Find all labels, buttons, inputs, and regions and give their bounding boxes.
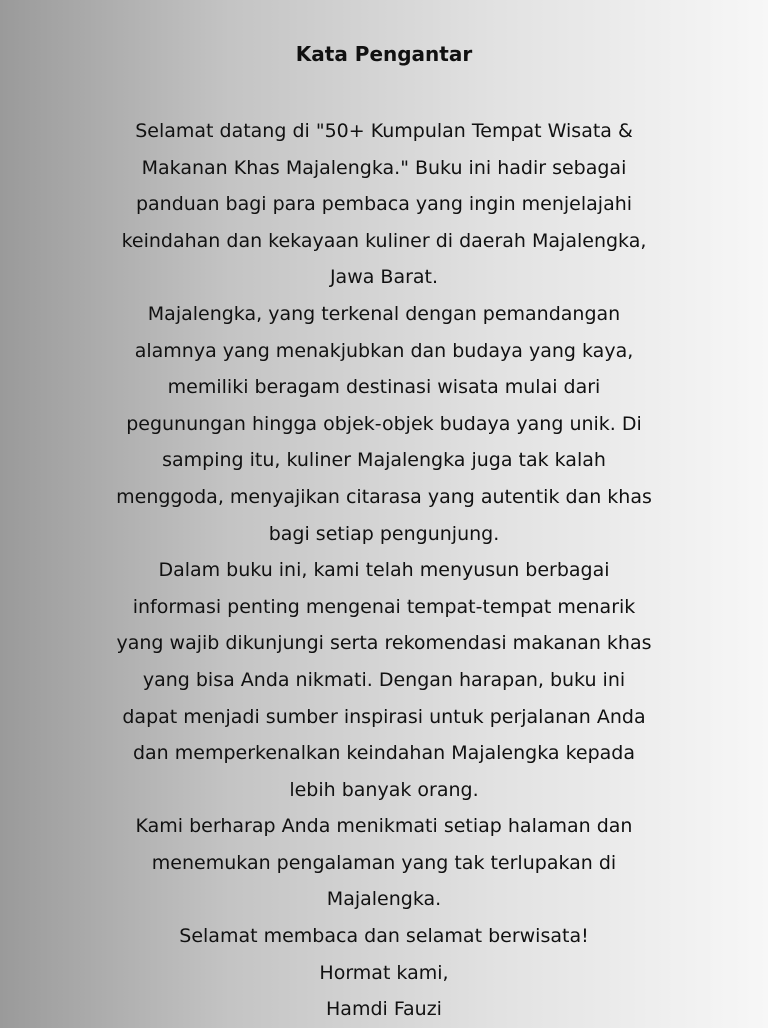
text-line: panduan bagi para pembaca yang ingin menjelajahi (135, 193, 633, 216)
text-line: pegunungan hingga objek-objek budaya yang unik. Di (126, 412, 642, 435)
text-line: keindahan dan kekayaan kuliner di daerah Majalengka, (121, 229, 647, 252)
text-line: Hormat kami, (319, 961, 449, 984)
text-line: dapat menjadi sumber inspirasi untuk perjalanan Anda (122, 705, 646, 728)
text-line: yang wajib dikunjungi serta rekomendasi makanan khas (116, 632, 652, 655)
text-line: yang bisa Anda nikmati. Dengan harapan, buku ini (142, 668, 626, 691)
page-title: Kata Pengantar (295, 42, 473, 66)
text-line: lebih banyak orang. (289, 778, 479, 801)
text-line: Selamat membaca dan selamat berwisata! (179, 925, 589, 948)
text-line: Kami berharap Anda menikmati setiap halaman dan (135, 815, 633, 838)
text-line: Dalam buku ini, kami telah menyusun berbagai (158, 559, 610, 582)
text-line: Makanan Khas Majalengka." Buku ini hadir sebagai (141, 156, 627, 179)
text-line: bagi setiap pengunjung. (268, 522, 500, 545)
text-line: alamnya yang menakjubkan dan budaya yang kaya, (134, 339, 634, 362)
text-line: Hamdi Fauzi (326, 998, 442, 1021)
text-line: samping itu, kuliner Majalengka juga tak kalah (162, 449, 606, 472)
text-line: menggoda, menyajikan citarasa yang autentik dan khas (116, 485, 652, 508)
text-line: Jawa Barat. (329, 266, 439, 289)
text-line: Selamat datang di "50+ Kumpulan Tempat Wisata & (135, 120, 633, 142)
text-line: Majalengka, yang terkenal dengan pemandangan (147, 302, 621, 325)
text-line: informasi penting mengenai tempat-tempat menarik (132, 595, 636, 618)
text-line: Majalengka. (326, 888, 442, 911)
text-line: menemukan pengalaman yang tak terlupakan di (151, 851, 617, 874)
text-line: memiliki beragam destinasi wisata mulai dari (167, 376, 601, 399)
text-line: dan memperkenalkan keindahan Majalengka kepada (132, 742, 636, 765)
body-text (48, 113, 720, 1028)
